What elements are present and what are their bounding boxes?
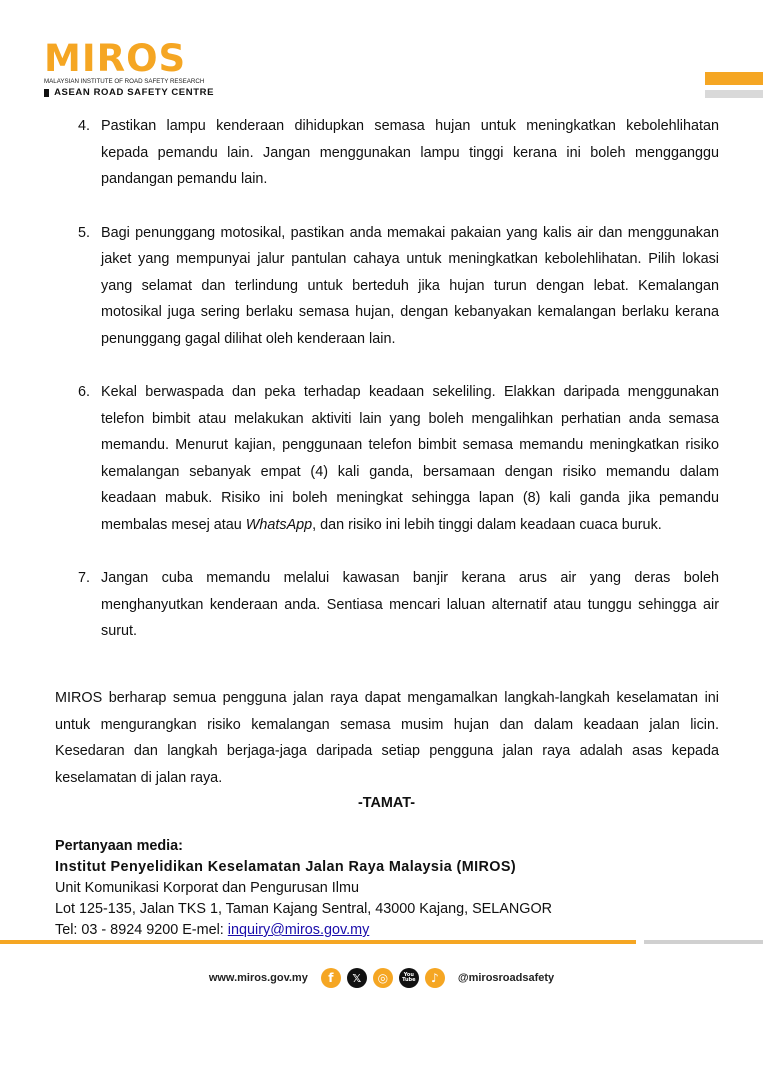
miros-logo — [44, 37, 214, 98]
closing-paragraph: MIROS berharap semua pengguna jalan raya dapat mengamalkan langkah-langkah keselamatan ini untuk mengurangkan risiko kemalangan semasa musim hujan dan dalam keadaan jalan licin. Kesedaran dan langkah berjaga-jaga daripada setiap pengguna jalan raya adalah asas kepada keselamatan di jalan raya. — [55, 690, 719, 786]
list-text — [101, 379, 719, 538]
end-marker: -TAMAT- — [357, 795, 415, 811]
website-link[interactable]: www.miros.gov.my — [208, 972, 308, 984]
list-text: Bagi penunggang motosikal, pastikan anda memakai pakaian yang kalis air dan menggunakan jaket yang mempunyai jalur pantulan cahaya untuk meningkatkan kebolehlihatan. Pilih lokasi yang selamat dan terlindung untuk berteduh jika hujan turun dengan lebat. Kemalangan motosikal juga sering berlaku semasa hujan, dengan kebanyakan kemalangan berlaku kerana penunggang gagal dilihat oleh kenderaan lain. — [101, 224, 719, 347]
facebook-icon[interactable]: f — [321, 968, 341, 988]
list-number: 7. — [78, 570, 91, 586]
list-item — [55, 220, 719, 353]
logo-subtitle: MALAYSIAN INSTITUTE OF ROAD SAFETY RESEARCH — [44, 78, 205, 85]
media-contact — [55, 836, 719, 941]
footer-grey-bar — [644, 940, 763, 944]
list-text-part: , dan risiko ini lebih tinggi dalam keadaan cuaca buruk. — [312, 516, 662, 533]
whatsapp-term: WhatsApp — [245, 516, 313, 533]
list-text: Jangan cuba memandu melalui kawasan banjir kerana arus air yang deras boleh menghanyutkan kenderaan anda. Sentiasa mencari laluan alternatif atau tunggu sehingga air surut. — [101, 570, 719, 639]
logo-wordmark: MIROS — [44, 37, 187, 80]
header-accent-bar — [705, 72, 763, 85]
instagram-icon[interactable]: ◎ — [373, 968, 393, 988]
x-icon[interactable]: 𝕏 — [347, 968, 367, 988]
list-item — [55, 379, 719, 538]
address: Lot 125-135, Jalan TKS 1, Taman Kajang Sentral, 43000 Kajang, SELANGOR — [55, 901, 553, 917]
tiktok-icon[interactable]: ♪ — [425, 968, 445, 988]
logo-centre-line — [44, 87, 214, 98]
logo-square-icon — [44, 89, 49, 97]
logo-centre-text: ASEAN ROAD SAFETY CENTRE — [54, 87, 214, 98]
header-grey-bar — [705, 90, 763, 98]
phone-text: Tel: 03 - 8924 9200 E-mel: — [55, 922, 228, 938]
list-text: Pastikan lampu kenderaan dihidupkan semasa hujan untuk meningkatkan kebolehlihatan kepada pemandu lain. Jangan menggunakan lampu tinggi kerana ini boleh mengganggu pandangan pemandu lain. — [101, 118, 719, 187]
organization-name: Institut Penyelidikan Keselamatan Jalan Raya Malaysia (MIROS) — [55, 859, 517, 875]
contact-line — [55, 920, 719, 941]
youtube-icon[interactable]: You Tube — [399, 968, 419, 988]
email-link[interactable]: inquiry@miros.gov.my — [227, 922, 370, 938]
list-number: 5. — [78, 224, 91, 241]
media-heading: Pertanyaan media: — [55, 838, 183, 854]
safety-tips-list — [55, 113, 719, 672]
social-handle[interactable]: @mirosroadsafety — [457, 972, 555, 984]
list-number: 6. — [78, 384, 91, 400]
list-item — [55, 565, 719, 645]
list-number: 4. — [78, 118, 91, 134]
list-text-part: Kekal berwaspada dan peka terhadap keadaan sekeliling. Elakkan daripada menggunakan telefon bimbit atau melakukan aktiviti lain yang boleh mengalihkan perhatian anda semasa memandu. Menurut kajian, penggunaan telefon bimbit semasa memandu meningkatkan risiko kemalangan sebanyak empat (4) kali ganda, bersamaan dengan risiko memandu dalam keadaan mabuk. Risiko ini boleh meningkat sehingga lapan (8) kali ganda jika pemandu membalas mesej atau — [101, 384, 719, 533]
unit-name: Unit Komunikasi Korporat dan Pengurusan Ilmu — [55, 880, 359, 896]
list-item — [55, 113, 719, 193]
footer — [0, 964, 763, 992]
footer-accent-bar — [0, 940, 636, 944]
